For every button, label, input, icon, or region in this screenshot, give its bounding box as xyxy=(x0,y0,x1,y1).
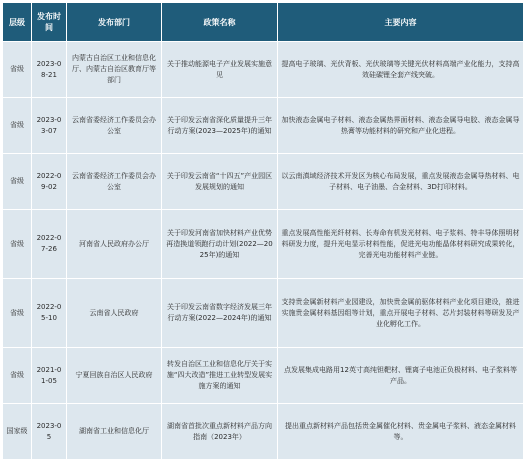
table-row xyxy=(3,210,524,279)
table-row xyxy=(3,154,524,210)
header-dept: 发布部门 xyxy=(67,3,162,42)
cell-level: 省级 xyxy=(3,210,32,279)
cell-date: 2023-03-07 xyxy=(32,98,67,154)
cell-policy-name: 关于印发云南省“十四五”产业园区发展规划的通知 xyxy=(162,154,278,210)
header-name: 政策名称 xyxy=(162,3,278,42)
cell-dept: 云南省委经济工作委员会办公室 xyxy=(67,98,162,154)
cell-date: 2023-05 xyxy=(32,404,67,460)
cell-level: 国家级 xyxy=(3,404,32,460)
table-row xyxy=(3,42,524,98)
cell-level: 省级 xyxy=(3,42,32,98)
cell-level: 省级 xyxy=(3,98,32,154)
cell-dept: 云南省人民政府 xyxy=(67,279,162,348)
table-row xyxy=(3,348,524,404)
table-row xyxy=(3,98,524,154)
cell-policy-name: 关于推动能源电子产业发展实施意见 xyxy=(162,42,278,98)
cell-content: 提高电子玻璃、光伏背板、光伏玻璃等关键光伏材料高端产业化能力，支持高效硅碳锂全套产线突破。 xyxy=(278,42,524,98)
header-level: 层级 xyxy=(3,3,32,42)
cell-dept: 宁夏回族自治区人民政府 xyxy=(67,348,162,404)
cell-policy-name: 关于印发河南省加快材料产业优势再造换道领跑行动计划(2022—2025年)的通知 xyxy=(162,210,278,279)
cell-date: 2022-05-10 xyxy=(32,279,67,348)
cell-dept: 河南省人民政府办公厅 xyxy=(67,210,162,279)
cell-dept: 湖南省工业和信息化厅 xyxy=(67,404,162,460)
cell-content: 重点发展高性能光纤材料、长寿命有机发光材料、电子浆料、特丰导体照明材料研发力度，提升光电显示材料性能，促进光电功能晶体材料研究成果转化，完善光电功能材料产业链。 xyxy=(278,210,524,279)
cell-date: 2022-07-26 xyxy=(32,210,67,279)
table-header-row xyxy=(3,3,524,42)
table-row xyxy=(3,404,524,460)
cell-content: 支持贵金属新材料产业园建设，加快贵金属前驱体材料产业化项目建设，推进实施贵金属材料基因组等计划，重点开展电子材料、芯片封装材料等研发及产业化孵化工作。 xyxy=(278,279,524,348)
cell-content: 以云南滇域经济技术开发区为核心布局发展，重点发展液态金属导热材料、电子材料、电子油墨、合金材料、3D打印材料。 xyxy=(278,154,524,210)
cell-content: 提出重点新材料产品包括贵金属催化材料、贵金属电子浆料、液态金属材料等。 xyxy=(278,404,524,460)
cell-level: 省级 xyxy=(3,348,32,404)
cell-date: 2023-08-21 xyxy=(32,42,67,98)
cell-policy-name: 关于印发云南省数字经济发展三年行动方案(2022—2024年)的通知 xyxy=(162,279,278,348)
cell-date: 2022-09-02 xyxy=(32,154,67,210)
cell-content: 加快液态金属电子材料、液态金属热界面材料、液态金属导电胶、液态金属导热膏等功能材料的研究和产业化进程。 xyxy=(278,98,524,154)
cell-policy-name: 转发自治区工业和信息化厅关于实施“四大改造”推进工业转型发展实施方案的通知 xyxy=(162,348,278,404)
cell-content: 点发展集成电路用12英寸高纯钽靶材、锂离子电池正负极材料、电子浆料等产品。 xyxy=(278,348,524,404)
header-content: 主要内容 xyxy=(278,3,524,42)
cell-dept: 内蒙古自治区工业和信息化厅、内蒙古自治区教育厅等部门 xyxy=(67,42,162,98)
cell-level: 省级 xyxy=(3,154,32,210)
cell-level: 省级 xyxy=(3,279,32,348)
cell-date: 2021-01-05 xyxy=(32,348,67,404)
table-row xyxy=(3,279,524,348)
header-date: 发布时间 xyxy=(32,3,67,42)
cell-policy-name: 关于印发云南省深化质量提升三年行动方案(2023—2025年)的通知 xyxy=(162,98,278,154)
cell-dept: 云南省委经济工作委员会办公室 xyxy=(67,154,162,210)
cell-policy-name: 湖南省首批次重点新材料产品方向指南（2023年） xyxy=(162,404,278,460)
policy-table xyxy=(2,2,524,460)
